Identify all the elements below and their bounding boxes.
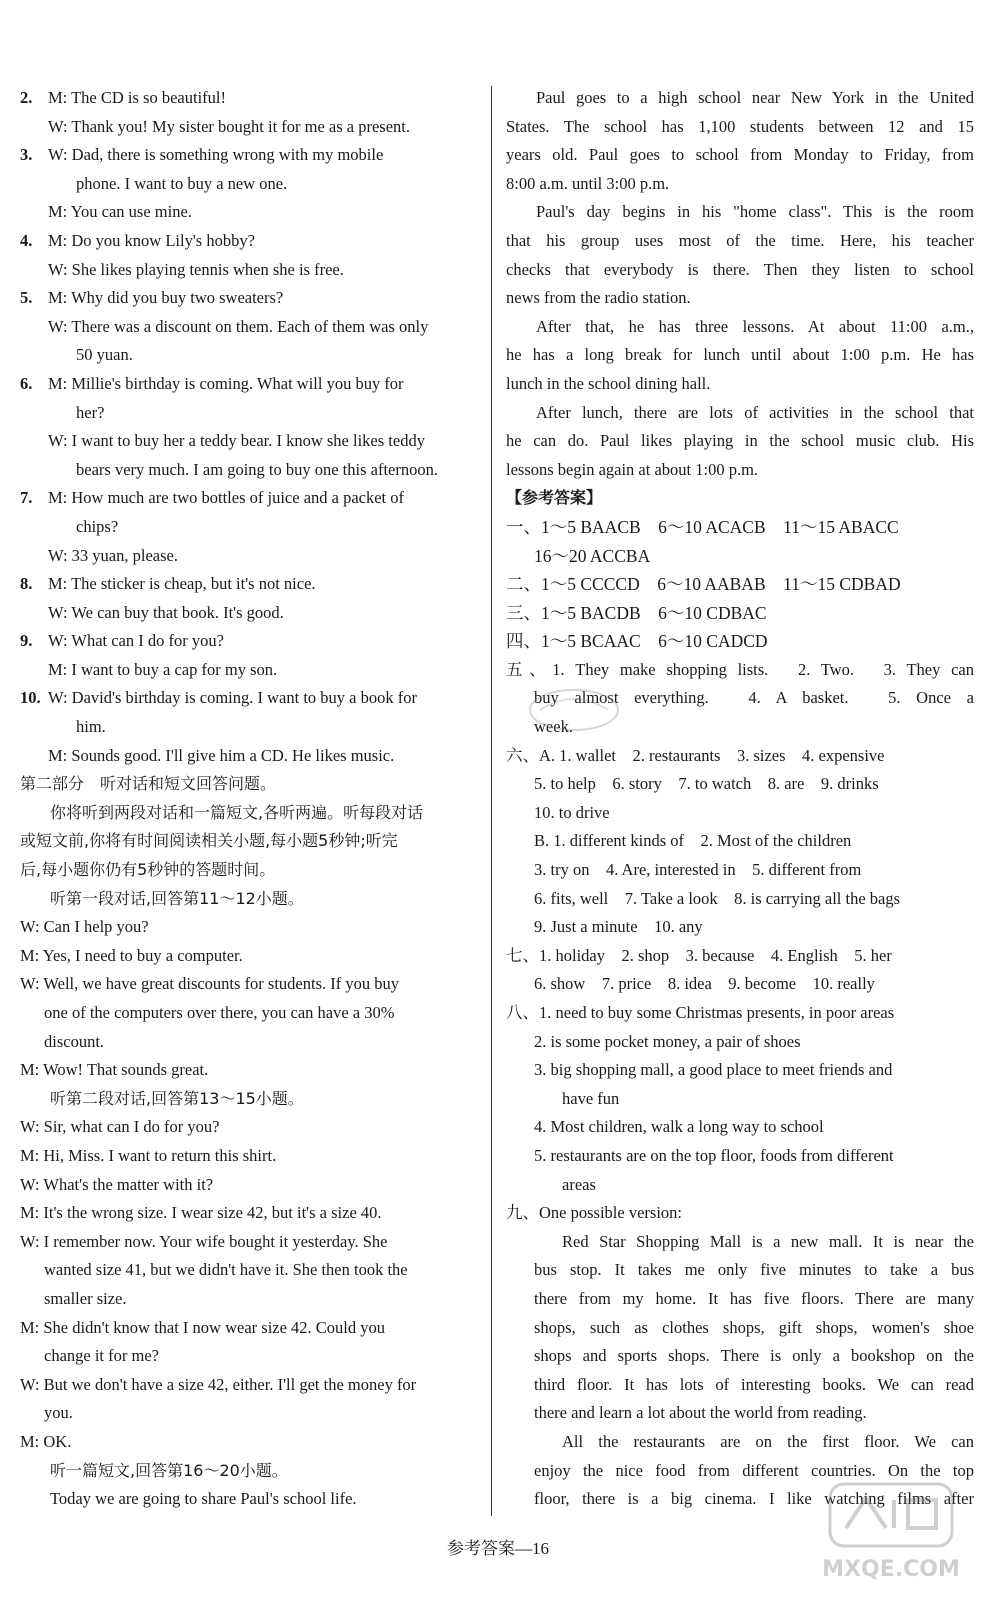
text-line [506, 1256, 974, 1285]
line-text: bears very much. I am going to buy one this afternoon. [76, 459, 438, 479]
line-text: 16～20 ACCBA [534, 545, 651, 566]
line-text: 听第一段对话,回答第11～12小题。 [50, 888, 304, 908]
line-text: W: I want to buy her a teddy bear. I know she likes teddy [48, 431, 425, 451]
text-line [506, 627, 974, 656]
line-text: After lunch, there are lots of activities in the school that [536, 402, 974, 422]
line-text: W: Dad, there is something wrong with my mobile [48, 145, 384, 165]
text-line [506, 456, 974, 485]
line-text: W: Sir, what can I do for you? [20, 1117, 220, 1137]
line-text: you. [44, 1403, 73, 1423]
line-text: M: The sticker is cheap, but it's not nice. [48, 574, 316, 594]
line-text: 6. fits, well 7. Take a look 8. is carrying all the bags [534, 888, 901, 908]
text-line [506, 227, 974, 256]
line-text: he can do. Paul likes playing in the school music club. His [506, 431, 974, 451]
line-text: week. [534, 717, 573, 737]
text-line [506, 856, 974, 885]
line-text: All the restaurants are on the first floor. We can [562, 1431, 974, 1451]
text-line [506, 113, 974, 142]
text-line [506, 1399, 974, 1428]
text-line [506, 1228, 974, 1257]
item-number: 7. [20, 488, 33, 508]
answer-heading: 【参考答案】 [506, 488, 603, 508]
text-line [20, 742, 482, 771]
line-text: bus stop. It takes me only five minutes to take a bus [534, 1260, 974, 1280]
item-number: 10. [20, 688, 41, 708]
item-number: 8. [20, 574, 33, 594]
line-text: 四、1～5 BCAAC 6～10 CADCD [506, 631, 768, 652]
line-text: 或短文前,你将有时间阅读相关小题,每小题5秒钟;听完 [20, 831, 398, 851]
line-text: M: Do you know Lily's hobby? [48, 230, 255, 250]
stamp-mark [528, 686, 620, 737]
text-line [506, 1199, 974, 1228]
line-text: M: Yes, I need to buy a computer. [20, 945, 243, 965]
text-line [506, 656, 974, 685]
site-watermark-logo [816, 1478, 966, 1588]
line-text: news from the radio station. [506, 288, 691, 308]
text-line [506, 1113, 974, 1142]
line-text: 10. to drive [534, 802, 610, 822]
line-text: M: Millie's birthday is coming. What will you buy for [48, 373, 404, 393]
text-line [20, 198, 482, 227]
text-line [20, 484, 482, 513]
item-number: 5. [20, 288, 33, 308]
line-text: floor, there is a big cinema. I like watching films after [534, 1489, 974, 1509]
text-line [506, 141, 974, 170]
line-text: 3. try on 4. Are, interested in 5. different from [534, 860, 862, 880]
text-line [506, 1142, 974, 1171]
text-line [20, 256, 482, 285]
line-text: 三、1～5 BACDB 6～10 CDBAC [506, 602, 767, 623]
line-text: W: Well, we have great discounts for students. If you buy [20, 974, 400, 994]
text-line [20, 427, 482, 456]
text-line [20, 1228, 482, 1257]
text-line [506, 742, 974, 771]
text-line [20, 313, 482, 342]
text-line [20, 1028, 482, 1057]
item-number: 3. [20, 145, 33, 165]
column-divider [491, 86, 492, 1516]
text-line [506, 1285, 974, 1314]
line-text: Paul's day begins in his "home class". This is the room [536, 202, 974, 222]
line-text: M: OK. [20, 1431, 72, 1451]
line-text: 五、1. They make shopping lists. 2. Two. 3. They can [506, 659, 974, 679]
item-number: 9. [20, 631, 33, 651]
text-line [506, 799, 974, 828]
line-text: W: David's birthday is coming. I want to buy a book for [48, 688, 417, 708]
line-text: M: She didn't know that I now wear size 42. Could you [20, 1317, 386, 1337]
text-line [506, 885, 974, 914]
text-line [506, 913, 974, 942]
line-text: M: It's the wrong size. I wear size 42, but it's a size 40. [20, 1203, 382, 1223]
text-line [506, 999, 974, 1028]
text-line [506, 198, 974, 227]
text-line [506, 599, 974, 628]
text-line [20, 799, 482, 828]
item-number: 2. [20, 88, 33, 107]
line-text: W: What's the matter with it? [20, 1174, 214, 1194]
line-text: M: Sounds good. I'll give him a CD. He likes music. [48, 745, 395, 765]
line-text: W: There was a discount on them. Each of them was only [48, 316, 429, 336]
line-text: 听一篇短文,回答第16～20小题。 [50, 1460, 288, 1480]
text-line [506, 1085, 974, 1114]
item-number: 6. [20, 373, 33, 393]
line-text: W: I remember now. Your wife bought it yesterday. She [20, 1231, 388, 1251]
line-text: 5. to help 6. story 7. to watch 8. are 9. drinks [534, 774, 879, 794]
line-text: 后,每小题你仍有5秒钟的答题时间。 [20, 860, 276, 880]
text-line [20, 341, 482, 370]
line-text: States. The school has 1,100 students between 12 and 15 [506, 116, 974, 136]
line-text: 2. is some pocket money, a pair of shoes [534, 1031, 801, 1051]
text-line [20, 1285, 482, 1314]
text-line [20, 913, 482, 942]
text-line [506, 341, 974, 370]
text-line [20, 770, 482, 799]
line-text: areas [562, 1174, 596, 1194]
text-line [20, 999, 482, 1028]
line-text: Paul goes to a high school near New York in the United [536, 88, 974, 107]
line-text: 4. Most children, walk a long way to school [534, 1117, 824, 1137]
text-line [20, 513, 482, 542]
text-line [506, 1428, 974, 1457]
line-text: 第二部分 听对话和短文回答问题。 [20, 774, 277, 794]
line-text: there and learn a lot about the world from reading. [534, 1403, 867, 1423]
text-line [20, 284, 482, 313]
line-text: her? [76, 402, 105, 422]
line-text: 50 yuan. [76, 345, 133, 365]
line-text: M: The CD is so beautiful! [48, 88, 226, 107]
text-line [506, 770, 974, 799]
text-line [20, 1457, 482, 1486]
page-footer: 参考答案—16 [447, 1539, 549, 1558]
line-text: M: Why did you buy two sweaters? [48, 288, 284, 308]
line-text: M: I want to buy a cap for my son. [48, 659, 278, 679]
text-line [20, 1342, 482, 1371]
line-text: 9. Just a minute 10. any [534, 917, 703, 937]
line-text: discount. [44, 1031, 105, 1051]
text-line [20, 456, 482, 485]
text-line [506, 942, 974, 971]
line-text: shops and sports shops. There is only a bookshop on the [534, 1346, 974, 1366]
text-line [506, 370, 974, 399]
text-line [506, 542, 974, 571]
text-line [20, 1142, 482, 1171]
line-text: that his group uses most of the time. Here, his teacher [506, 230, 974, 250]
line-text: buy almost everything. 4. A basket. 5. Once a [534, 688, 974, 708]
line-text: 九、One possible version: [506, 1203, 682, 1223]
text-line [506, 284, 974, 313]
line-text: M: Hi, Miss. I want to return this shirt. [20, 1145, 277, 1165]
text-line [20, 570, 482, 599]
text-line [506, 1171, 974, 1200]
text-line [20, 1428, 482, 1457]
text-line [20, 599, 482, 628]
text-line [506, 1028, 974, 1057]
text-line [20, 942, 482, 971]
text-line [20, 885, 482, 914]
line-text: 8:00 a.m. until 3:00 p.m. [506, 173, 670, 193]
line-text: 你将听到两段对话和一篇短文,各听两遍。听每段对话 [50, 802, 424, 822]
text-line [20, 227, 482, 256]
line-text: lessons begin again at about 1:00 p.m. [506, 459, 759, 479]
text-line [20, 370, 482, 399]
line-text: W: 33 yuan, please. [48, 545, 178, 565]
line-text: 听第二段对话,回答第13～15小题。 [50, 1088, 304, 1108]
text-line [506, 1314, 974, 1343]
text-line [20, 399, 482, 428]
line-text: years old. Paul goes to school from Monday to Friday, from [506, 145, 974, 165]
text-line [20, 1399, 482, 1428]
line-text: wanted size 41, but we didn't have it. She then took the [44, 1260, 408, 1280]
line-text: After that, he has three lessons. At about 11:00 a.m., [536, 316, 974, 336]
line-text: M: Wow! That sounds great. [20, 1060, 209, 1080]
line-text: Today we are going to share Paul's school life. [50, 1489, 357, 1509]
line-text: 一、1～5 BAACB 6～10 ACACB 11～15 ABACC [506, 516, 899, 537]
text-line [20, 542, 482, 571]
line-text: W: What can I do for you? [48, 631, 224, 651]
text-line [20, 113, 482, 142]
text-line [20, 1256, 482, 1285]
watermark-text: MXQE.COM [822, 1557, 960, 1582]
line-text: W: Can I help you? [20, 917, 149, 937]
line-text: one of the computers over there, you can have a 30% [44, 1003, 395, 1022]
text-line [20, 1113, 482, 1142]
right-column [506, 84, 974, 1514]
text-line [20, 970, 482, 999]
text-line [506, 313, 974, 342]
line-text: he has a long break for lunch until about 1:00 p.m. He has [506, 345, 974, 365]
line-text: 二、1～5 CCCCD 6～10 AABAB 11～15 CDBAD [506, 574, 901, 595]
text-line [506, 1342, 974, 1371]
line-text: W: Thank you! My sister bought it for me as a present. [48, 116, 411, 136]
line-text: shops, such as clothes shops, gift shops, women's shoe [534, 1317, 974, 1337]
text-line [20, 1199, 482, 1228]
line-text: checks that everybody is there. Then they listen to school [506, 259, 974, 279]
line-text: Red Star Shopping Mall is a new mall. It is near the [562, 1231, 974, 1251]
text-line [20, 1171, 482, 1200]
line-text: 3. big shopping mall, a good place to meet friends and [534, 1060, 893, 1080]
line-text: chips? [76, 516, 119, 536]
text-line [20, 1485, 482, 1514]
text-line [506, 827, 974, 856]
text-line [506, 84, 974, 113]
line-text: 5. restaurants are on the top floor, foods from different [534, 1145, 894, 1165]
text-line [506, 1056, 974, 1085]
line-text: W: But we don't have a size 42, either. I'll get the money for [20, 1374, 417, 1394]
text-line [506, 1371, 974, 1400]
text-line [506, 170, 974, 199]
text-line [506, 256, 974, 285]
text-line [20, 627, 482, 656]
text-line [20, 1085, 482, 1114]
text-line [506, 399, 974, 428]
left-column [20, 84, 482, 1514]
item-number: 4. [20, 230, 33, 250]
line-text: third floor. It has lots of interesting books. We can read [534, 1374, 974, 1394]
line-text: lunch in the school dining hall. [506, 373, 711, 393]
text-line [20, 684, 482, 713]
line-text: change it for me? [44, 1346, 159, 1366]
line-text: 七、1. holiday 2. shop 3. because 4. English 5. her [506, 945, 892, 965]
line-text: there from my home. It has five floors. There are many [534, 1288, 974, 1308]
line-text: M: How much are two bottles of juice and a packet of [48, 488, 405, 508]
line-text: M: You can use mine. [48, 202, 192, 222]
line-text: 八、1. need to buy some Christmas presents, in poor areas [506, 1003, 895, 1022]
line-text: smaller size. [44, 1288, 127, 1308]
line-text: phone. I want to buy a new one. [76, 173, 288, 193]
text-line [20, 1314, 482, 1343]
text-line [506, 570, 974, 599]
text-line [20, 713, 482, 742]
line-text: W: She likes playing tennis when she is free. [48, 259, 344, 279]
text-line [20, 84, 482, 113]
text-line [20, 1371, 482, 1400]
text-line [20, 170, 482, 199]
text-line [20, 656, 482, 685]
text-line [20, 141, 482, 170]
line-text: him. [76, 717, 106, 737]
text-line [20, 856, 482, 885]
text-line [506, 513, 974, 542]
text-line [20, 827, 482, 856]
line-text: enjoy the nice food from different countries. On the top [534, 1460, 974, 1480]
line-text: B. 1. different kinds of 2. Most of the children [534, 831, 852, 851]
text-line [20, 1056, 482, 1085]
line-text: 6. show 7. price 8. idea 9. become 10. really [534, 974, 875, 994]
line-text: W: We can buy that book. It's good. [48, 602, 284, 622]
text-line [506, 427, 974, 456]
line-text: 六、A. 1. wallet 2. restaurants 3. sizes 4. expensive [506, 745, 885, 765]
text-line [506, 970, 974, 999]
line-text: have fun [562, 1088, 620, 1108]
